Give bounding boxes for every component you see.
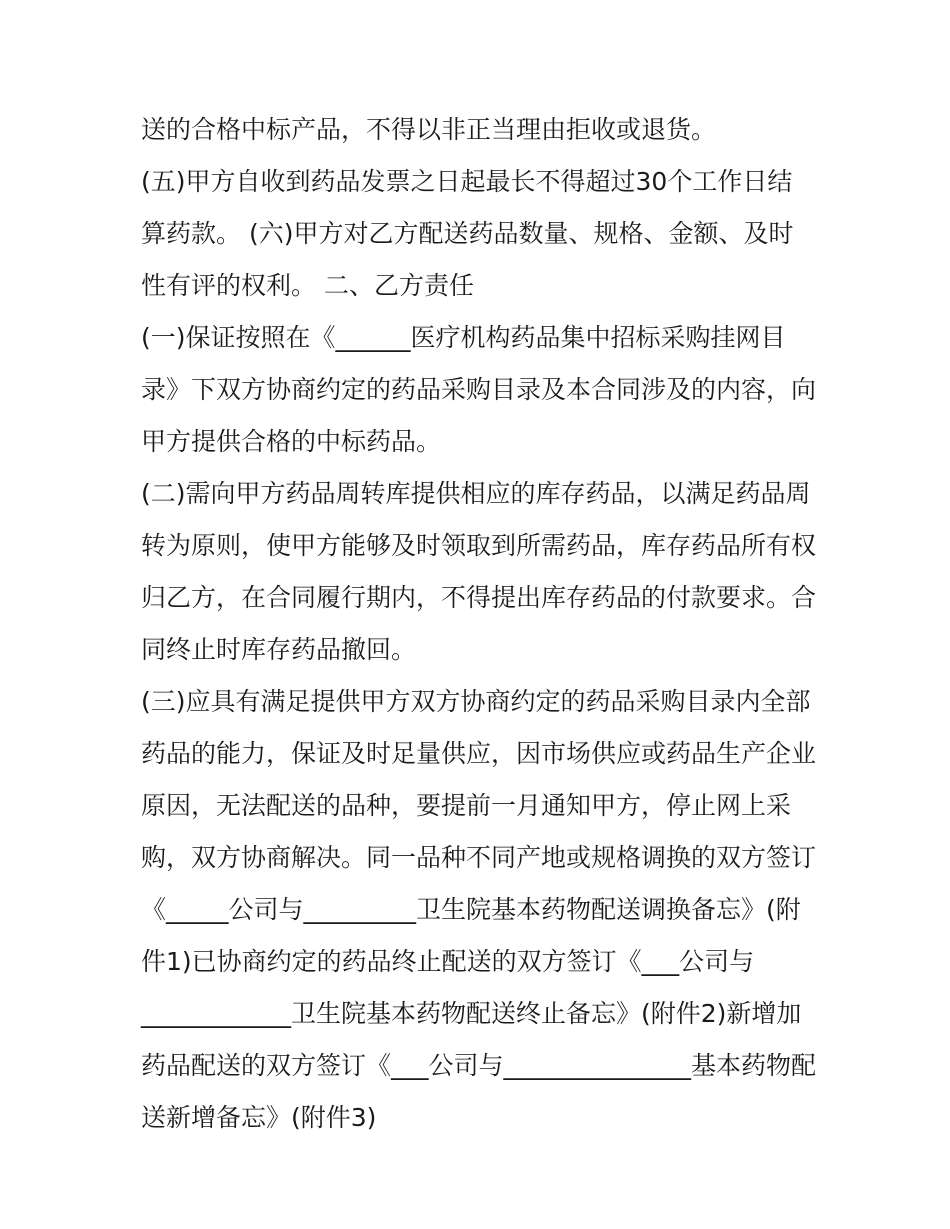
text-line: 甲方提供合格的中标药品。 bbox=[141, 427, 442, 456]
text-line: 购，双方协商解决。同一品种不同产地或规格调换的双方签订 bbox=[141, 843, 817, 872]
text-line: (三)应具有满足提供甲方双方协商约定的药品采购目录内全部 bbox=[141, 687, 811, 716]
text-line: 性有评的权利。 二、乙方责任 bbox=[141, 271, 474, 300]
text-line: 药品配送的双方签订《___公司与_______________基本药物配 bbox=[141, 1051, 817, 1080]
text-line: 《_____公司与_________卫生院基本药物配送调换备忘》(附 bbox=[141, 895, 801, 924]
text-line: (一)保证按照在《______医疗机构药品集中招标采购挂网目 bbox=[141, 323, 786, 352]
text-line: ____________卫生院基本药物配送终止备忘》(附件2)新增加 bbox=[141, 999, 802, 1028]
text-line: 送新增备忘》(附件3) bbox=[141, 1103, 377, 1132]
text-line: 归乙方，在合同履行期内，不得提出库存药品的付款要求。合 bbox=[141, 583, 817, 612]
text-line: 录》下双方协商约定的药品采购目录及本合同涉及的内容，向 bbox=[141, 375, 817, 404]
text-line: 原因，无法配送的品种，要提前一月通知甲方，停止网上采 bbox=[141, 791, 792, 820]
text-line: 送的合格中标产品，不得以非正当理由拒收或退货。 bbox=[141, 115, 717, 144]
document-body bbox=[141, 104, 821, 1144]
text-line: 转为原则，使甲方能够及时领取到所需药品，库存药品所有权 bbox=[141, 531, 817, 560]
text-line: 同终止时库存药品撤回。 bbox=[141, 635, 417, 664]
text-line: 件1)已协商约定的药品终止配送的双方签订《___公司与 bbox=[141, 947, 755, 976]
text-line: 算药款。 (六)甲方对乙方配送药品数量、规格、金额、及时 bbox=[141, 219, 794, 248]
text-line: (五)甲方自收到药品发票之日起最长不得超过30个工作日结 bbox=[141, 167, 793, 196]
text-line: (二)需向甲方药品周转库提供相应的库存药品，以满足药品周 bbox=[141, 479, 811, 508]
text-line: 药品的能力，保证及时足量供应，因市场供应或药品生产企业 bbox=[141, 739, 817, 768]
